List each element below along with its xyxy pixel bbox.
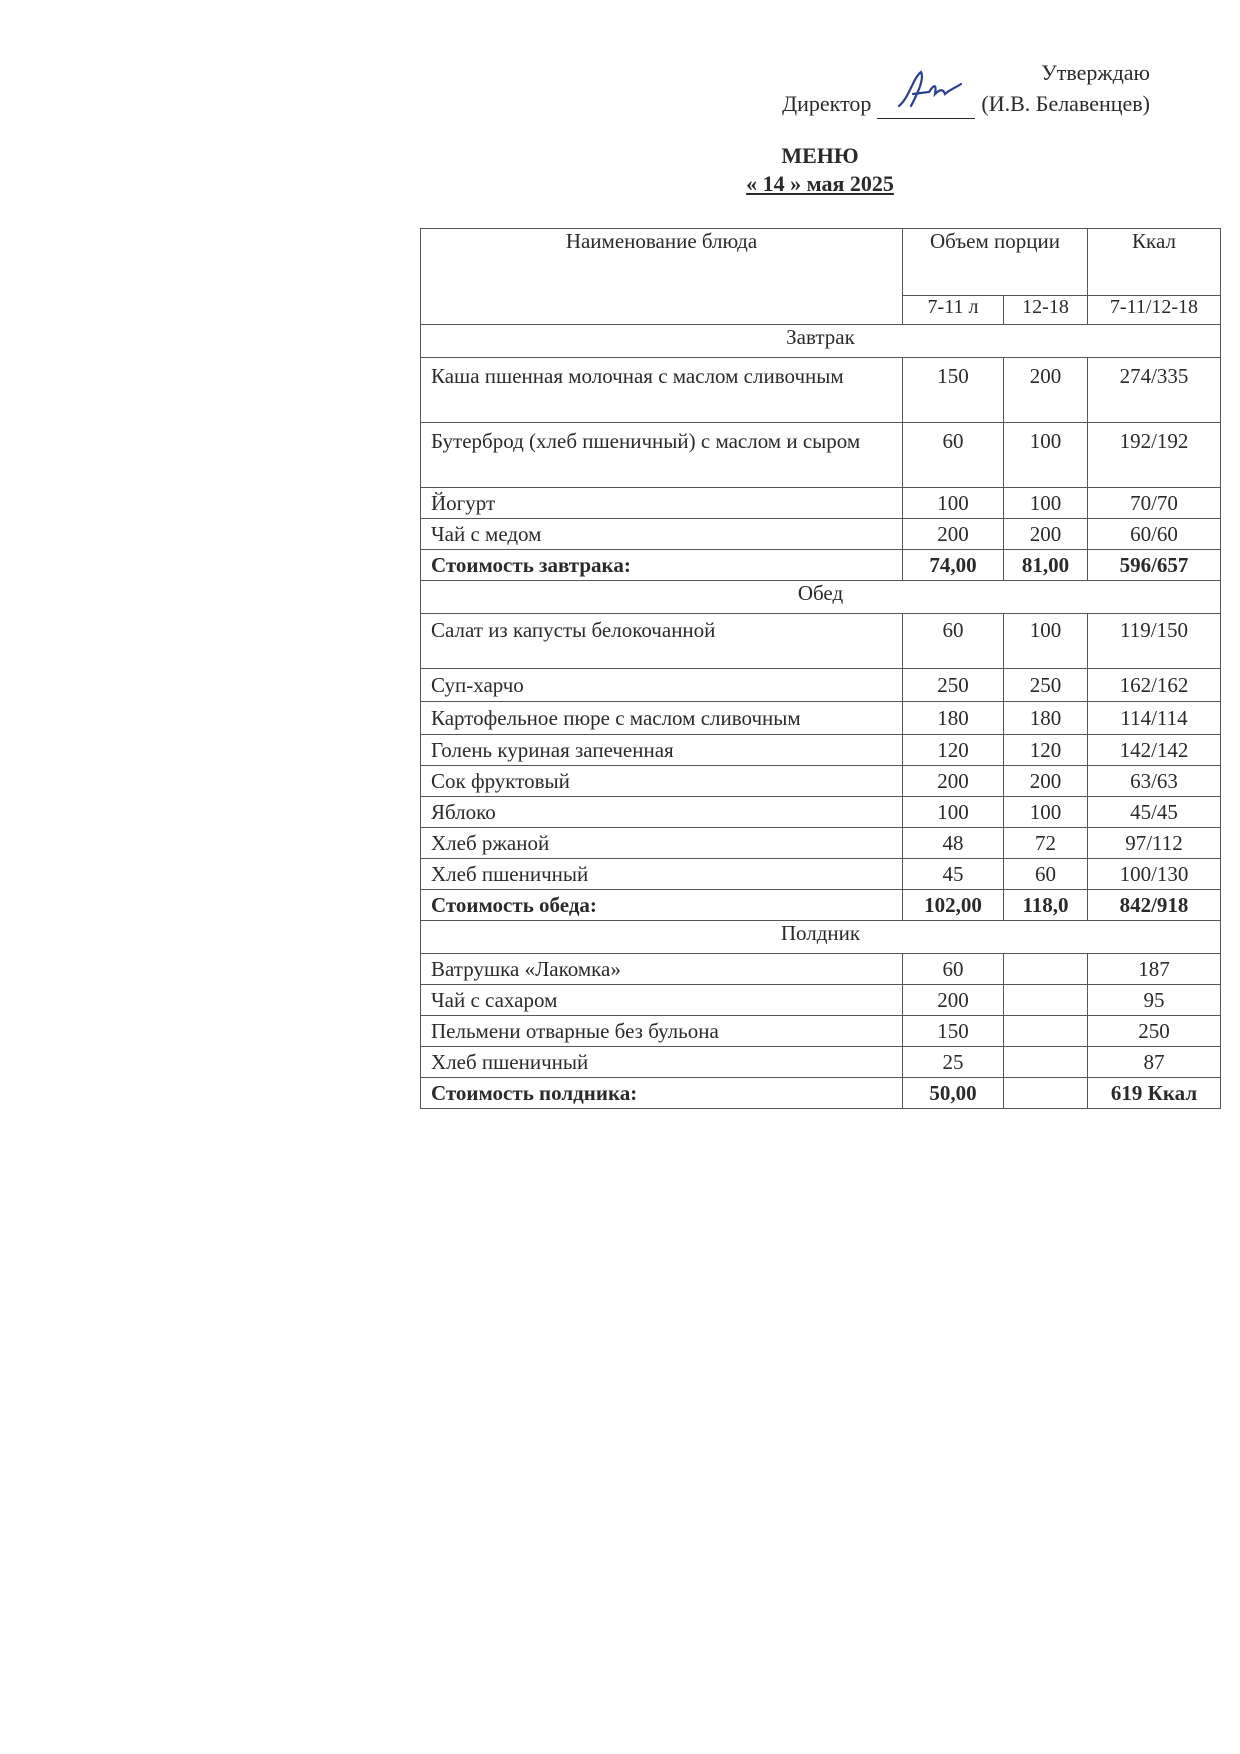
portion-7-11: 150 — [903, 358, 1004, 423]
table-row — [421, 358, 1221, 423]
portion-7-11: 100 — [903, 797, 1004, 828]
portion-7-11: 180 — [903, 702, 1004, 735]
director-position: Директор — [782, 91, 872, 116]
header-portion: Объем порции — [903, 229, 1088, 296]
portion-7-11: 60 — [903, 954, 1004, 985]
kcal-value: 142/142 — [1088, 735, 1221, 766]
kcal-value: 97/112 — [1088, 828, 1221, 859]
total-label: Стоимость обеда: — [421, 890, 903, 921]
kcal-value: 187 — [1088, 954, 1221, 985]
approve-label: Утверждаю — [1041, 60, 1150, 85]
header-age-kcal: 7-11/12-18 — [1088, 296, 1221, 325]
table-row — [421, 828, 1221, 859]
total-row-snack — [421, 1078, 1221, 1109]
portion-7-11: 100 — [903, 488, 1004, 519]
total-kcal: 596/657 — [1088, 550, 1221, 581]
table-row — [421, 985, 1221, 1016]
table-row — [421, 669, 1221, 702]
dish-name: Яблоко — [421, 797, 903, 828]
dish-name: Салат из капусты белокочанной — [421, 614, 903, 669]
dish-name: Сок фруктовый — [421, 766, 903, 797]
header-age-1: 7-11 л — [903, 296, 1004, 325]
table-row — [421, 519, 1221, 550]
total-kcal: 619 Ккал — [1088, 1078, 1221, 1109]
kcal-value: 95 — [1088, 985, 1221, 1016]
kcal-value: 45/45 — [1088, 797, 1221, 828]
total-price-7-11: 74,00 — [903, 550, 1004, 581]
kcal-value: 100/130 — [1088, 859, 1221, 890]
portion-12-18: 180 — [1004, 702, 1088, 735]
portion-7-11: 200 — [903, 766, 1004, 797]
portion-12-18: 60 — [1004, 859, 1088, 890]
director-name: (И.В. Белавенцев) — [981, 91, 1150, 116]
total-kcal: 842/918 — [1088, 890, 1221, 921]
header-kcal: Ккал — [1088, 229, 1221, 296]
total-price-12-18: 81,00 — [1004, 550, 1088, 581]
portion-12-18: 72 — [1004, 828, 1088, 859]
table-row — [421, 488, 1221, 519]
table-row — [421, 614, 1221, 669]
portion-12-18: 100 — [1004, 614, 1088, 669]
dish-name: Чай с медом — [421, 519, 903, 550]
kcal-value: 60/60 — [1088, 519, 1221, 550]
kcal-value: 274/335 — [1088, 358, 1221, 423]
table-row — [421, 735, 1221, 766]
total-price-7-11: 102,00 — [903, 890, 1004, 921]
total-price-12-18: 118,0 — [1004, 890, 1088, 921]
dish-name: Голень куриная запеченная — [421, 735, 903, 766]
table-row — [421, 859, 1221, 890]
table-row — [421, 766, 1221, 797]
portion-12-18 — [1004, 985, 1088, 1016]
kcal-value: 114/114 — [1088, 702, 1221, 735]
section-snack: Полдник — [421, 921, 1221, 954]
kcal-value: 250 — [1088, 1016, 1221, 1047]
table-row — [421, 1016, 1221, 1047]
section-lunch: Обед — [421, 581, 1221, 614]
portion-7-11: 200 — [903, 519, 1004, 550]
portion-7-11: 45 — [903, 859, 1004, 890]
portion-12-18 — [1004, 1016, 1088, 1047]
header-age-2: 12-18 — [1004, 296, 1088, 325]
kcal-value: 192/192 — [1088, 423, 1221, 488]
kcal-value: 63/63 — [1088, 766, 1221, 797]
table-row — [421, 702, 1221, 735]
dish-name: Ватрушка «Лакомка» — [421, 954, 903, 985]
approval-block — [782, 58, 1150, 119]
dish-name: Каша пшенная молочная с маслом сливочным — [421, 358, 903, 423]
table-row — [421, 797, 1221, 828]
menu-title-block — [420, 142, 1220, 198]
page-title: МЕНЮ — [781, 143, 859, 168]
portion-12-18: 100 — [1004, 423, 1088, 488]
portion-7-11: 250 — [903, 669, 1004, 702]
portion-7-11: 60 — [903, 614, 1004, 669]
total-price-7-11: 50,00 — [903, 1078, 1004, 1109]
total-row-lunch — [421, 890, 1221, 921]
table-row — [421, 423, 1221, 488]
portion-12-18: 250 — [1004, 669, 1088, 702]
total-label: Стоимость завтрака: — [421, 550, 903, 581]
kcal-value: 87 — [1088, 1047, 1221, 1078]
portion-7-11: 120 — [903, 735, 1004, 766]
dish-name: Хлеб пшеничный — [421, 859, 903, 890]
header-dish: Наименование блюда — [421, 229, 903, 325]
portion-12-18 — [1004, 1047, 1088, 1078]
portion-12-18: 100 — [1004, 488, 1088, 519]
dish-name: Суп-харчо — [421, 669, 903, 702]
kcal-value: 162/162 — [1088, 669, 1221, 702]
dish-name: Чай с сахаром — [421, 985, 903, 1016]
total-row-breakfast — [421, 550, 1221, 581]
total-label: Стоимость полдника: — [421, 1078, 903, 1109]
kcal-value: 119/150 — [1088, 614, 1221, 669]
portion-7-11: 25 — [903, 1047, 1004, 1078]
portion-12-18: 200 — [1004, 358, 1088, 423]
dish-name: Картофельное пюре с маслом сливочным — [421, 702, 903, 735]
portion-7-11: 60 — [903, 423, 1004, 488]
portion-12-18: 120 — [1004, 735, 1088, 766]
dish-name: Йогурт — [421, 488, 903, 519]
menu-table — [420, 228, 1221, 1109]
portion-12-18: 100 — [1004, 797, 1088, 828]
total-price-12-18 — [1004, 1078, 1088, 1109]
portion-7-11: 150 — [903, 1016, 1004, 1047]
kcal-value: 70/70 — [1088, 488, 1221, 519]
portion-7-11: 48 — [903, 828, 1004, 859]
dish-name: Пельмени отварные без бульона — [421, 1016, 903, 1047]
menu-date: « 14 » мая 2025 — [746, 171, 894, 196]
portion-12-18 — [1004, 954, 1088, 985]
director-line — [782, 88, 1150, 119]
portion-7-11: 200 — [903, 985, 1004, 1016]
section-breakfast: Завтрак — [421, 325, 1221, 358]
portion-12-18: 200 — [1004, 766, 1088, 797]
dish-name: Бутерброд (хлеб пшеничный) с маслом и сыром — [421, 423, 903, 488]
table-row — [421, 1047, 1221, 1078]
dish-name: Хлеб ржаной — [421, 828, 903, 859]
dish-name: Хлеб пшеничный — [421, 1047, 903, 1078]
table-row — [421, 954, 1221, 985]
signature — [877, 88, 975, 119]
portion-12-18: 200 — [1004, 519, 1088, 550]
